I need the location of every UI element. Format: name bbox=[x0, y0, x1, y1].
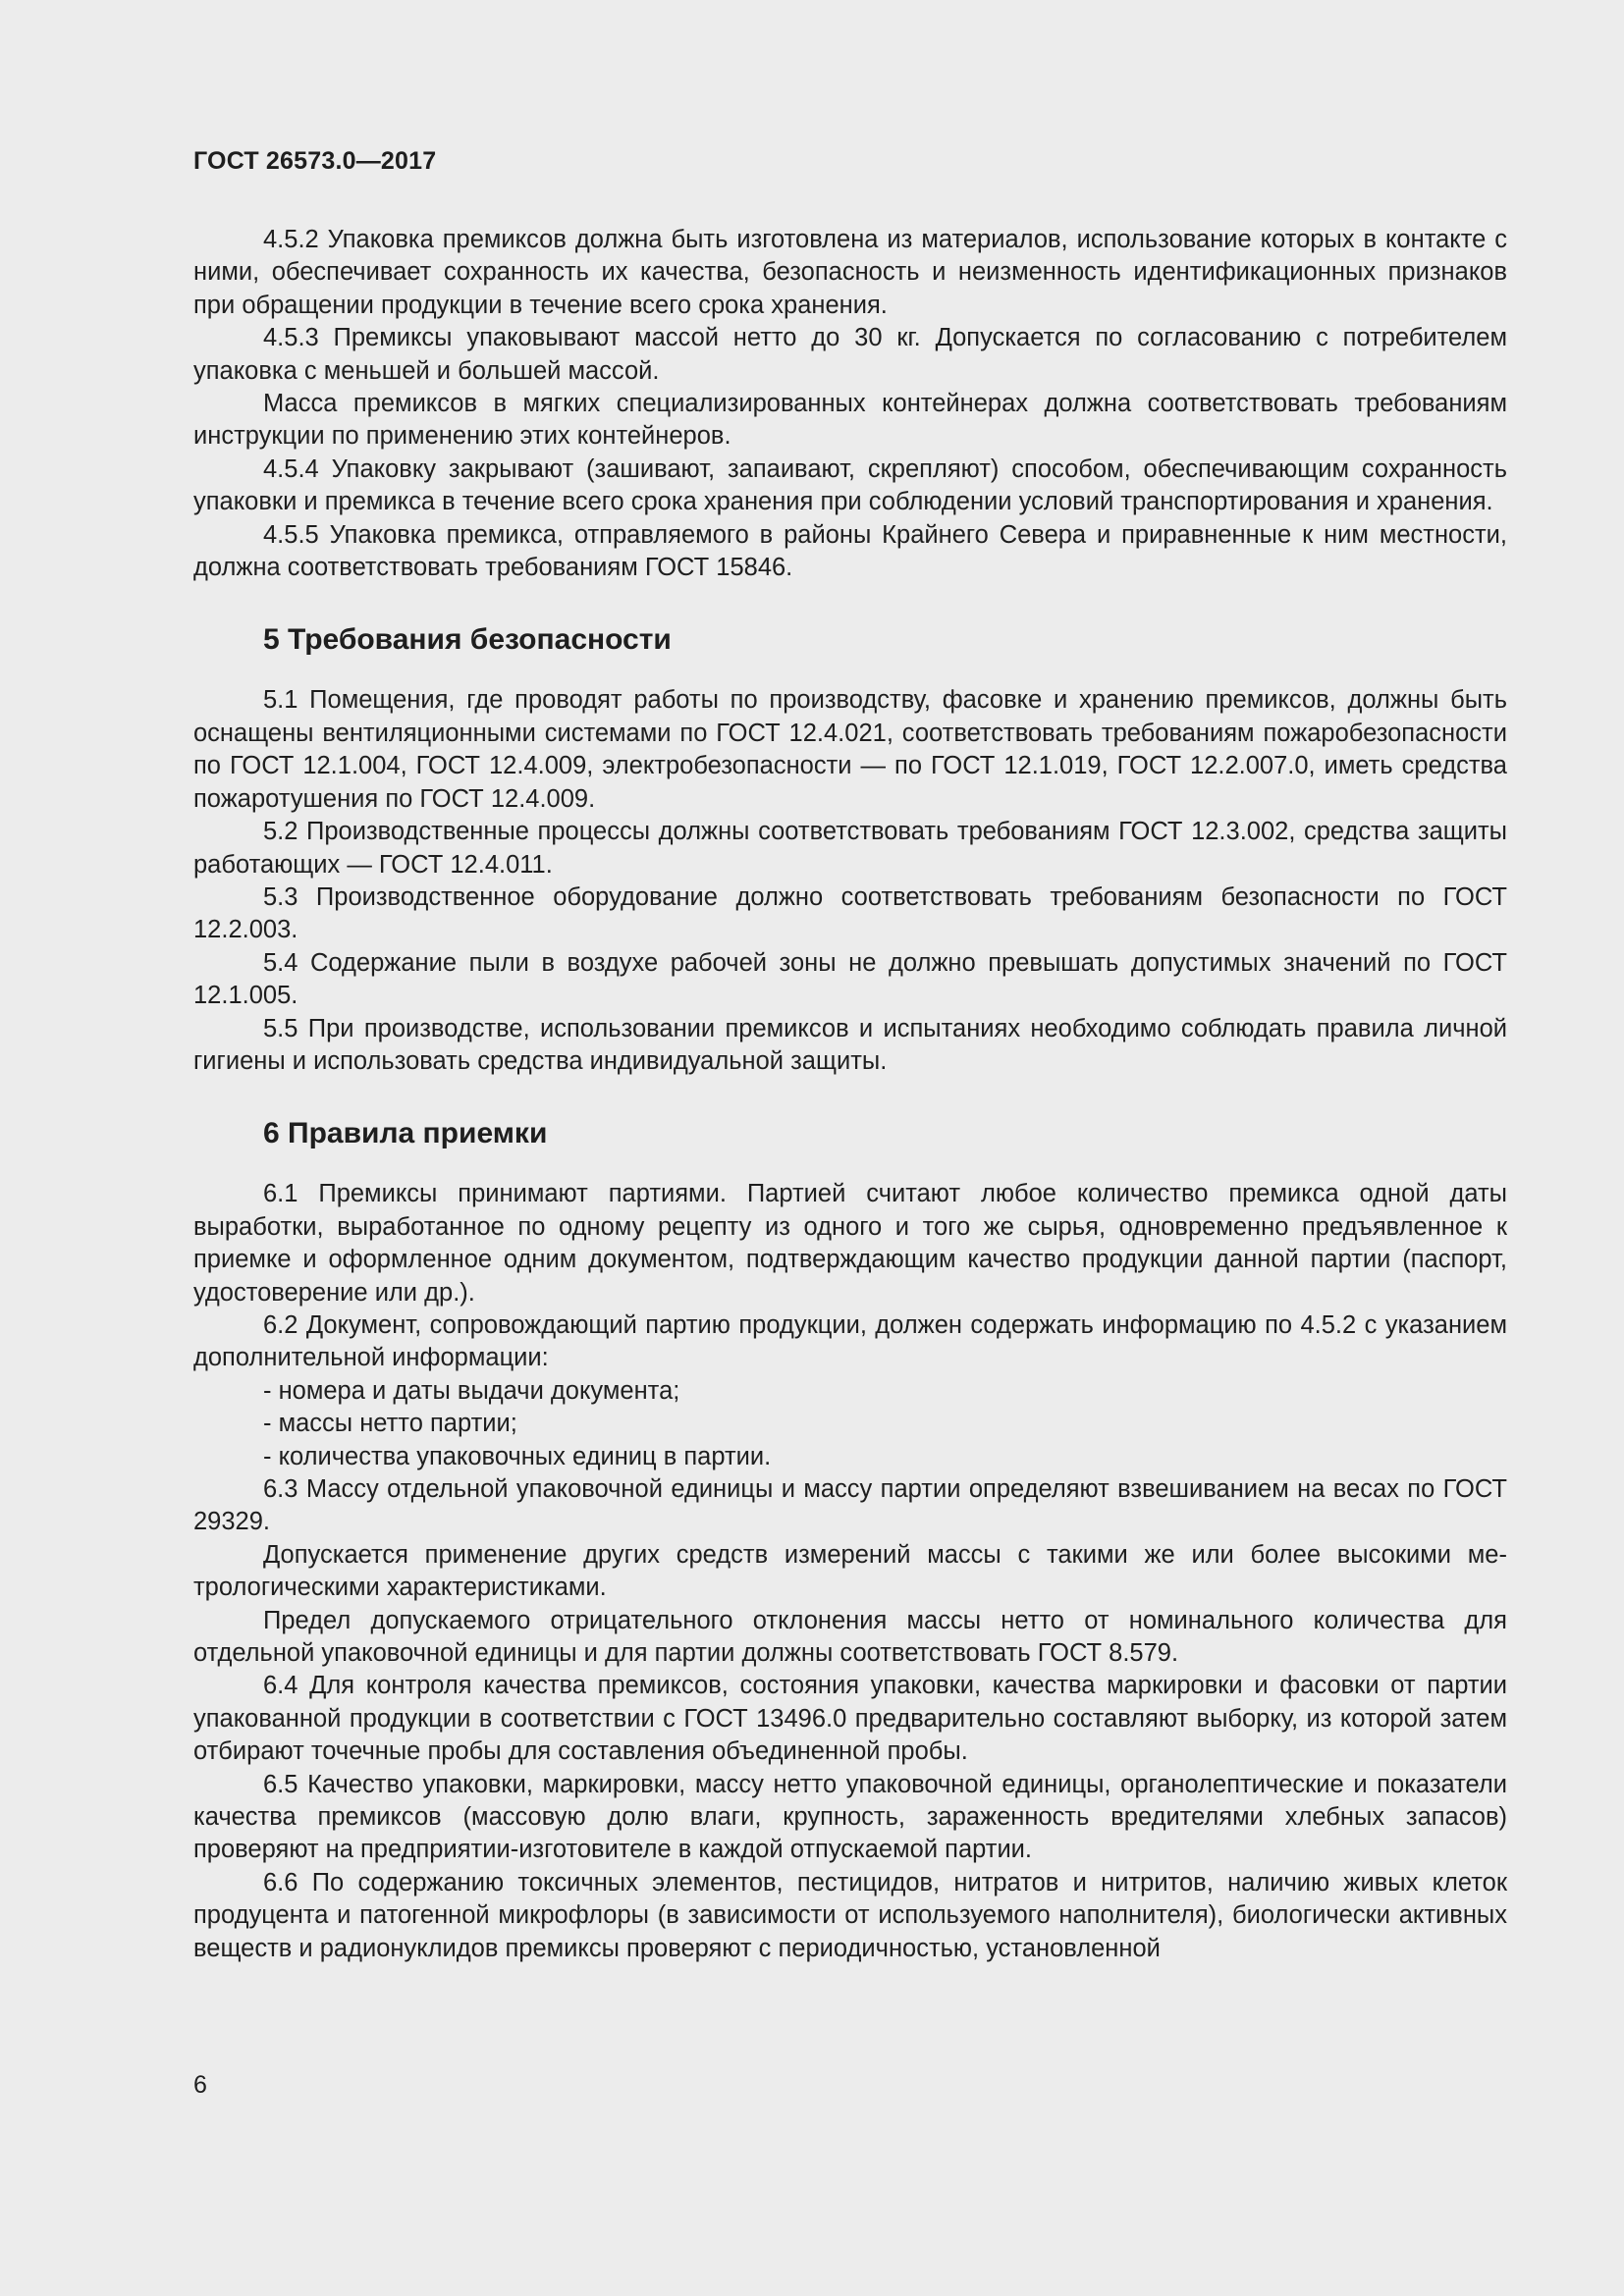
paragraph-4-5-2: 4.5.2 Упаковка премиксов должна быть изготовлена из материалов, использование которых в контакте с ними, обеспечивает сохранность их качества, безопасность и неизменность идентификационных признаков при обращении продукции в течение всего срока хранения. bbox=[193, 226, 1507, 319]
paragraph-6-1: 6.1 Премиксы принимают партиями. Партией считают любое количество премикса одной даты выработки, выработанное по одному рецепту из одного и того же сырья, одновременно предъявленное к приемке и оформленное одним документом, подтверждающим качество продукции данной партии (паспорт, удостоверение или др.). bbox=[193, 1180, 1507, 1307]
paragraph-4-5-4: 4.5.4 Упаковку закрывают (зашивают, запаивают, скрепляют) способом, обеспечивающим сохранность упаковки и премикса в течение всего срока хранения при соблюдении условий транспортирования и хранения. bbox=[193, 454, 1507, 516]
paragraph-6-3: 6.3 Массу отдельной упаковочной единицы и массу партии определяют взвешиванием на весах по ГОСТ 29329. bbox=[193, 1475, 1507, 1536]
paragraph-6-6: 6.6 По содержанию токсичных элементов, пестицидов, нитратов и нитритов, наличию живых клеток продуцента и патогенной микрофлоры (в зависимости от используемого наполнителя), биологически активных веществ и радионуклидов премиксы проверяют с периодичностью, установленной bbox=[193, 1868, 1507, 1962]
paragraph-5-2: 5.2 Производственные процессы должны соответствовать требованиям ГОСТ 12.3.002, средства защиты работающих — ГОСТ 12.4.011. bbox=[193, 818, 1507, 879]
paragraph-container-mass: Масса премиксов в мягких специализированных контейнерах должна соответствовать требованиям инструкции по применению этих контейнеров. bbox=[193, 390, 1507, 451]
paragraph-5-3: 5.3 Производственное оборудование должно соответствовать требованиям безопасности по ГОСТ 12.2.003. bbox=[193, 882, 1507, 944]
document-header: ГОСТ 26573.0—2017 bbox=[193, 147, 437, 175]
paragraph-4-5-5: 4.5.5 Упаковка премикса, отправляемого в районы Крайнего Севера и приравненные к ним местности, должна соответствовать требованиям ГОСТ 15846. bbox=[193, 520, 1507, 582]
list-item: - номера и даты выдачи документа; bbox=[263, 1376, 680, 1405]
document-body bbox=[193, 224, 1507, 1965]
paragraph-5-4: 5.4 Содержание пыли в воздухе рабочей зоны не должно превышать допустимых значений по ГОСТ 12.1.005. bbox=[193, 948, 1507, 1010]
paragraph-mass-deviation: Предел допускаемого отрицательного отклонения массы нетто от номинального количества для отдельной упаковочной единицы и для партии должны соответствовать ГОСТ 8.579. bbox=[193, 1606, 1507, 1668]
paragraph-5-1: 5.1 Помещения, где проводят работы по производству, фасовке и хранению премиксов, должны быть оснащены вентиляционными системами по ГОСТ 12.4.021, соответствовать требованиям пожаробезопасности по ГОСТ 12.1.004, ГОСТ 12.4.009, электробезопасности — по ГОСТ 12.1.019, ГОСТ 12.2.007.0, иметь средства пожаротушения по ГОСТ 12.4.009. bbox=[193, 686, 1507, 813]
list-item: - количества упаковочных единиц в партии. bbox=[263, 1442, 772, 1470]
paragraph-5-5: 5.5 При производстве, использовании премиксов и испытаниях необходимо соблюдать правила личной гигиены и использовать средства индивидуальной защиты. bbox=[193, 1014, 1507, 1075]
section-6-heading: 6 Правила приемки bbox=[263, 1117, 548, 1150]
paragraph-6-4: 6.4 Для контроля качества премиксов, состояния упаковки, качества маркировки и фасовки от партии упакованной продукции в соответствии с ГОСТ 13496.0 предварительно составляют выборку, из которой затем отбирают точечные пробы для составления объединенной пробы. bbox=[193, 1672, 1507, 1766]
paragraph-measurement-means: Допускается применение других средств измерений массы с такими же или более высокими метрологическими характеристиками. bbox=[193, 1540, 1507, 1602]
paragraph-6-5: 6.5 Качество упаковки, маркировки, массу нетто упаковочной единицы, органолептические и показатели качества премиксов (массовую долю влаги, крупность, зараженность вредителями хлебных запасов) проверяют на предприятии-изготовителе в каждой отпускаемой партии. bbox=[193, 1770, 1507, 1864]
list-item: - массы нетто партии; bbox=[263, 1410, 517, 1438]
section-5-heading: 5 Требования безопасности bbox=[263, 623, 672, 657]
page-number: 6 bbox=[193, 2071, 207, 2099]
paragraph-4-5-3: 4.5.3 Премиксы упаковывают массой нетто до 30 кг. Допускается по согласованию с потребителем упаковка с меньшей и большей массой. bbox=[193, 324, 1507, 385]
paragraph-6-2: 6.2 Документ, сопровождающий партию продукции, должен содержать информацию по 4.5.2 с указанием дополнительной информации: bbox=[193, 1310, 1507, 1372]
